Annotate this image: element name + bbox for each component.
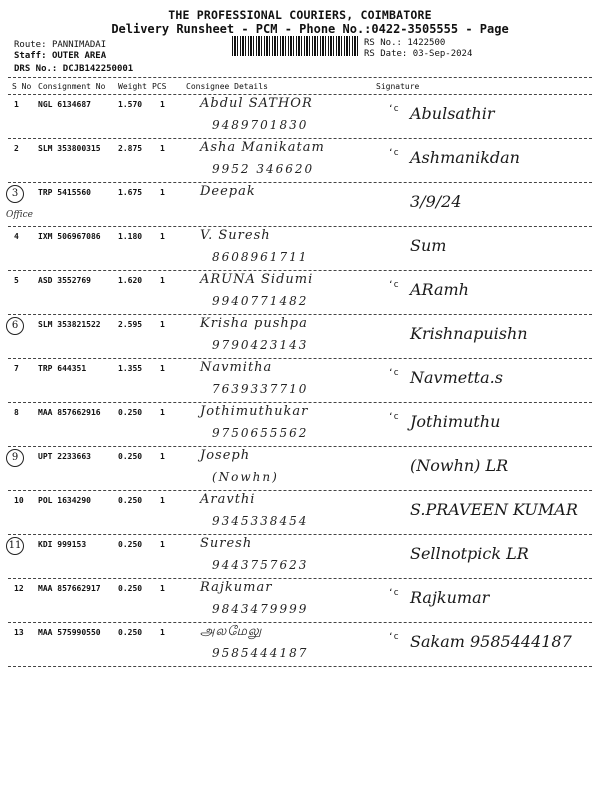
consignment-number: KDI 999153 xyxy=(38,540,87,549)
row-number: 1 xyxy=(14,100,19,109)
signature-mark: Rajkumar xyxy=(410,588,490,607)
pcs-value: 1 xyxy=(160,188,165,197)
consignee-name: Rajkumar xyxy=(200,580,273,595)
row-number: 5 xyxy=(14,276,19,285)
signature-mark: 3/9/24 xyxy=(410,192,462,211)
tick-mark: ʻc xyxy=(388,104,399,114)
consignee-phone: 9750655562 xyxy=(212,426,309,440)
drs-value: DCJB142250001 xyxy=(62,64,134,74)
drs-line: DRS No.: DCJB142250001 xyxy=(14,64,134,74)
header-bottom-rule xyxy=(8,94,592,95)
consignment-number: SLM 353821522 xyxy=(38,320,101,329)
row-number-circled: 6 xyxy=(6,317,24,335)
consignee-phone: 7639337710 xyxy=(212,382,309,396)
weight-value: 1.180 xyxy=(118,232,143,241)
weight-value: 0.250 xyxy=(118,452,143,461)
tick-mark: ʻc xyxy=(388,588,399,598)
consignee-phone: 9443757623 xyxy=(212,558,309,572)
consignee-name: Jothimuthukar xyxy=(200,404,309,419)
pcs-value: 1 xyxy=(160,100,165,109)
weight-value: 0.250 xyxy=(118,628,143,637)
row-divider xyxy=(8,578,592,579)
row-number: 7 xyxy=(14,364,19,373)
col-pcs: PCS xyxy=(152,82,167,91)
rs-no-line: RS No.: 1422500 xyxy=(364,38,446,48)
consignee-name: V. Suresh xyxy=(200,228,271,243)
rs-date-value: 03-Sep-2024 xyxy=(412,49,473,59)
row-divider xyxy=(8,622,592,623)
row-divider xyxy=(8,402,592,403)
consignee-phone: 9585444187 xyxy=(212,646,309,660)
row-divider xyxy=(8,490,592,491)
pcs-value: 1 xyxy=(160,276,165,285)
col-weight: Weight xyxy=(118,82,147,91)
col-sno: S No xyxy=(12,82,32,91)
consignee-phone: 9790423143 xyxy=(212,338,309,352)
row-divider xyxy=(8,666,592,667)
office-note: Office xyxy=(6,210,33,220)
col-consignment: Consignment No xyxy=(38,82,106,91)
signature-mark: Krishnapuishn xyxy=(410,324,528,343)
consignee-phone: 9489701830 xyxy=(212,118,309,132)
pcs-value: 1 xyxy=(160,628,165,637)
consignee-phone: 9952 346620 xyxy=(212,162,315,176)
pcs-value: 1 xyxy=(160,364,165,373)
rs-no-value: 1422500 xyxy=(407,38,446,48)
tick-mark: ʻc xyxy=(388,280,399,290)
staff-value: OUTER AREA xyxy=(51,51,107,61)
weight-value: 2.595 xyxy=(118,320,143,329)
route-value: PANNIMADAI xyxy=(51,40,107,50)
weight-value: 0.250 xyxy=(118,496,143,505)
header-top-rule xyxy=(8,77,592,78)
col-signature: Signature xyxy=(376,82,420,91)
signature-mark: Ashmanikdan xyxy=(410,148,520,167)
row-number: 12 xyxy=(14,584,24,593)
consignee-phone: 9843479999 xyxy=(212,602,309,616)
signature-mark: ARamh xyxy=(410,280,469,299)
barcode-image xyxy=(232,36,358,56)
company-title: THE PROFESSIONAL COURIERS, COIMBATORE xyxy=(168,8,432,22)
pcs-value: 1 xyxy=(160,496,165,505)
weight-value: 1.570 xyxy=(118,100,143,109)
pcs-value: 1 xyxy=(160,144,165,153)
consignee-name: Krisha pushpa xyxy=(200,316,308,331)
row-number: 10 xyxy=(14,496,24,505)
row-number: 8 xyxy=(14,408,19,417)
row-divider xyxy=(8,226,592,227)
consignment-number: TRP 5415560 xyxy=(38,188,91,197)
consignment-number: POL 1634290 xyxy=(38,496,91,505)
row-number-circled: 11 xyxy=(6,537,24,555)
row-divider xyxy=(8,270,592,271)
row-number-circled: 9 xyxy=(6,449,24,467)
consignee-name: Aravthi xyxy=(200,492,256,507)
pcs-value: 1 xyxy=(160,452,165,461)
consignment-number: MAA 575990550 xyxy=(38,628,101,637)
weight-value: 0.250 xyxy=(118,540,143,549)
row-divider xyxy=(8,314,592,315)
consignee-name: Suresh xyxy=(200,536,253,551)
pcs-value: 1 xyxy=(160,232,165,241)
consignment-number: SLM 353800315 xyxy=(38,144,101,153)
tick-mark: ʻc xyxy=(388,412,399,422)
signature-mark: Sakam 9585444187 xyxy=(410,632,572,651)
tick-mark: ʻc xyxy=(388,368,399,378)
consignment-number: MAA 857662916 xyxy=(38,408,101,417)
signature-mark: Sellnotpick LR xyxy=(410,544,529,563)
weight-value: 0.250 xyxy=(118,584,143,593)
rs-date-line: RS Date: 03-Sep-2024 xyxy=(364,49,473,59)
row-number: 4 xyxy=(14,232,19,241)
weight-value: 1.675 xyxy=(118,188,143,197)
signature-mark: Jothimuthu xyxy=(410,412,501,431)
pcs-value: 1 xyxy=(160,584,165,593)
signature-mark: Navmetta.s xyxy=(410,368,503,387)
consignee-phone: (Nowhn) xyxy=(212,470,279,484)
tick-mark: ʻc xyxy=(388,632,399,642)
weight-value: 1.355 xyxy=(118,364,143,373)
consignment-number: IXM 506967086 xyxy=(38,232,101,241)
consignment-number: UPT 2233663 xyxy=(38,452,91,461)
pcs-value: 1 xyxy=(160,408,165,417)
weight-value: 1.620 xyxy=(118,276,143,285)
row-divider xyxy=(8,534,592,535)
row-number: 13 xyxy=(14,628,24,637)
route-line: Route: PANNIMADAI xyxy=(14,40,107,50)
pcs-value: 1 xyxy=(160,320,165,329)
row-divider xyxy=(8,446,592,447)
signature-mark: S.PRAVEEN KUMAR xyxy=(410,500,578,519)
row-divider xyxy=(8,182,592,183)
consignee-name: Asha Manikatam xyxy=(200,140,325,155)
signature-mark: (Nowhn) LR xyxy=(410,456,509,475)
row-number: 2 xyxy=(14,144,19,153)
row-divider xyxy=(8,358,592,359)
consignee-phone: 9345338454 xyxy=(212,514,309,528)
row-number-circled: 3 xyxy=(6,185,24,203)
signature-mark: Abulsathir xyxy=(410,104,495,123)
consignee-phone: 9940771482 xyxy=(212,294,309,308)
weight-value: 2.875 xyxy=(118,144,143,153)
weight-value: 0.250 xyxy=(118,408,143,417)
consignee-name: Abdul SATHOR xyxy=(200,96,313,111)
runsheet-title: Delivery Runsheet - PCM - Phone No.:0422-3505555 - Page xyxy=(111,22,509,36)
consignee-phone: 8608961711 xyxy=(212,250,309,264)
consignment-number: MAA 857662917 xyxy=(38,584,101,593)
tick-mark: ʻc xyxy=(388,148,399,158)
consignee-name: ARUNA Sidumi xyxy=(200,272,314,287)
col-consignee: Consignee Details xyxy=(186,82,268,91)
consignee-name: Navmitha xyxy=(200,360,273,375)
signature-mark: Sum xyxy=(410,236,447,255)
consignment-number: TRP 644351 xyxy=(38,364,87,373)
staff-line: Staff: OUTER AREA xyxy=(14,51,107,61)
pcs-value: 1 xyxy=(160,540,165,549)
row-divider xyxy=(8,138,592,139)
consignee-name: அலமேலு xyxy=(200,624,263,639)
consignment-number: NGL 6134687 xyxy=(38,100,91,109)
consignment-number: ASD 3552769 xyxy=(38,276,91,285)
consignee-name: Deepak xyxy=(200,184,256,199)
consignee-name: Joseph xyxy=(200,448,251,463)
